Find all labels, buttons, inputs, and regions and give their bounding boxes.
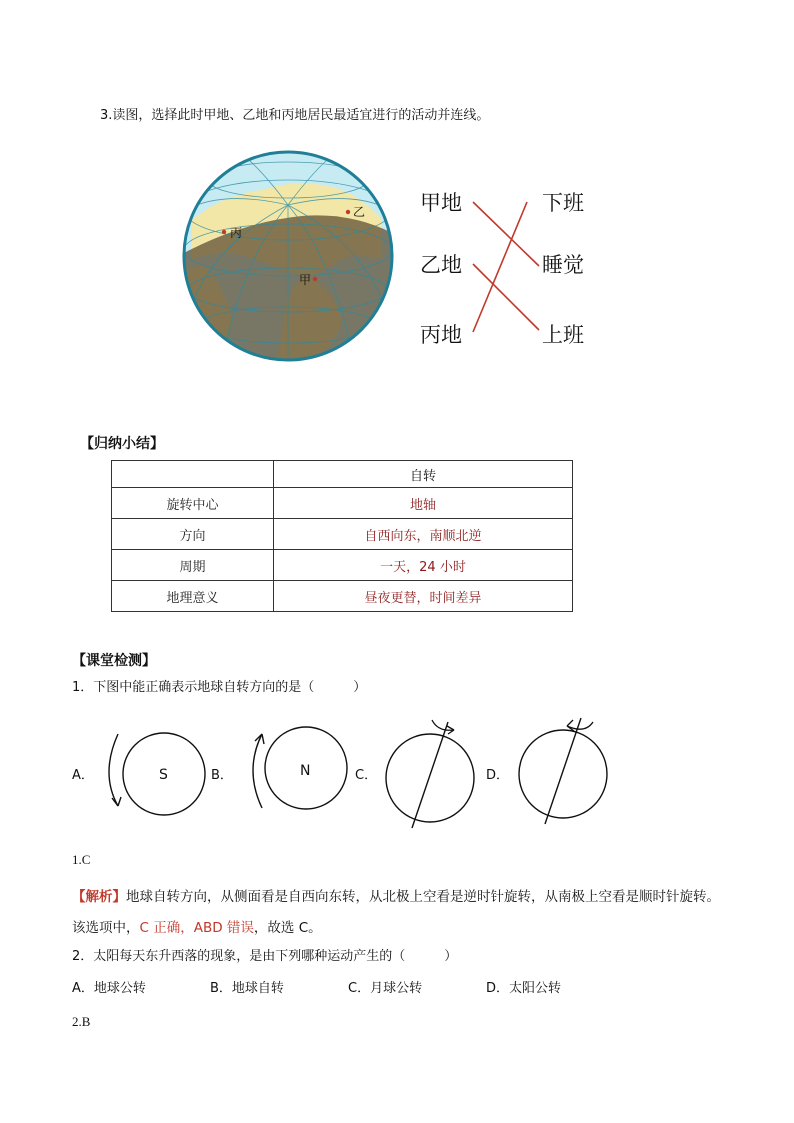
left-item-bing: 丙地 — [420, 323, 462, 347]
analysis-highlight: C 正确，ABD 错误 — [139, 920, 254, 936]
summary-title: 【归纳小结】 — [80, 436, 164, 452]
analysis-text-2: ，故选 C。 — [253, 920, 322, 936]
summary-table — [111, 460, 573, 612]
matching-diagram — [415, 180, 615, 350]
globe-label-jia: 甲 — [299, 273, 312, 287]
match-line-jia-shuijiao — [473, 202, 539, 266]
option-c-diagram — [380, 716, 480, 832]
question-1-text: 1．下图中能正确表示地球自转方向的是（ ） — [72, 680, 367, 695]
row-value: 一天，24 小时 — [274, 550, 573, 581]
q2-option-a: A．地球公转 — [72, 981, 146, 996]
row-label: 周期 — [112, 550, 274, 581]
option-a-letter: A． — [72, 768, 94, 783]
q2-option-b: B．地球自转 — [210, 981, 284, 996]
row-label: 方向 — [112, 519, 274, 550]
table-row — [112, 550, 573, 581]
left-item-jia: 甲地 — [420, 191, 462, 215]
globe-label-yi: 乙 — [353, 205, 366, 219]
option-d-letter: D． — [486, 768, 510, 783]
pole-label-s: S — [159, 767, 168, 783]
question-3-text: 3.读图，选择此时甲地、乙地和丙地居民最适宜进行的活动并连线。 — [100, 108, 490, 123]
option-b-diagram — [240, 720, 352, 815]
analysis-text-1: 地球自转方向，从侧面看是自西向东转，从北极上空看是逆时针旋转，从南极上空看是顺时针旋转。该选项中， — [72, 889, 720, 936]
analysis-paragraph — [72, 882, 722, 944]
pole-label-n: N — [300, 763, 311, 779]
globe-label-bing: 丙 — [230, 226, 243, 240]
analysis-tag: 【解析】 — [72, 889, 126, 905]
row-value: 昼夜更替，时间差异 — [274, 581, 573, 612]
answer-2: 2.B — [72, 1014, 91, 1029]
question-2-text: 2．太阳每天东升西落的现象，是由下列哪种运动产生的（ ） — [72, 949, 458, 964]
option-c-letter: C． — [355, 768, 378, 783]
globe-illustration — [182, 150, 394, 362]
row-value: 地轴 — [274, 488, 573, 519]
table-corner-cell — [112, 461, 274, 488]
right-item-shangban: 上班 — [542, 323, 584, 347]
row-label: 地理意义 — [112, 581, 274, 612]
row-label: 旋转中心 — [112, 488, 274, 519]
right-item-xiaban: 下班 — [542, 191, 584, 215]
option-d-diagram — [513, 712, 613, 828]
q2-option-d: D．太阳公转 — [486, 981, 562, 996]
q2-option-c: C．月球公转 — [348, 981, 423, 996]
table-row — [112, 519, 573, 550]
answer-1: 1.C — [72, 852, 91, 867]
option-b-letter: B． — [211, 768, 233, 783]
table-row — [112, 488, 573, 519]
table-header-rotation: 自转 — [274, 461, 573, 488]
table-row — [112, 581, 573, 612]
right-item-shuijiao: 睡觉 — [542, 253, 584, 277]
match-line-bing-xiaban — [473, 202, 527, 332]
check-title: 【课堂检测】 — [72, 653, 156, 669]
option-a-diagram — [102, 726, 214, 821]
left-item-yi: 乙地 — [420, 253, 462, 277]
question-2-options — [72, 977, 692, 996]
row-value: 自西向东，南顺北逆 — [274, 519, 573, 550]
table-header-row — [112, 461, 573, 488]
match-line-yi-shangban — [473, 264, 539, 330]
